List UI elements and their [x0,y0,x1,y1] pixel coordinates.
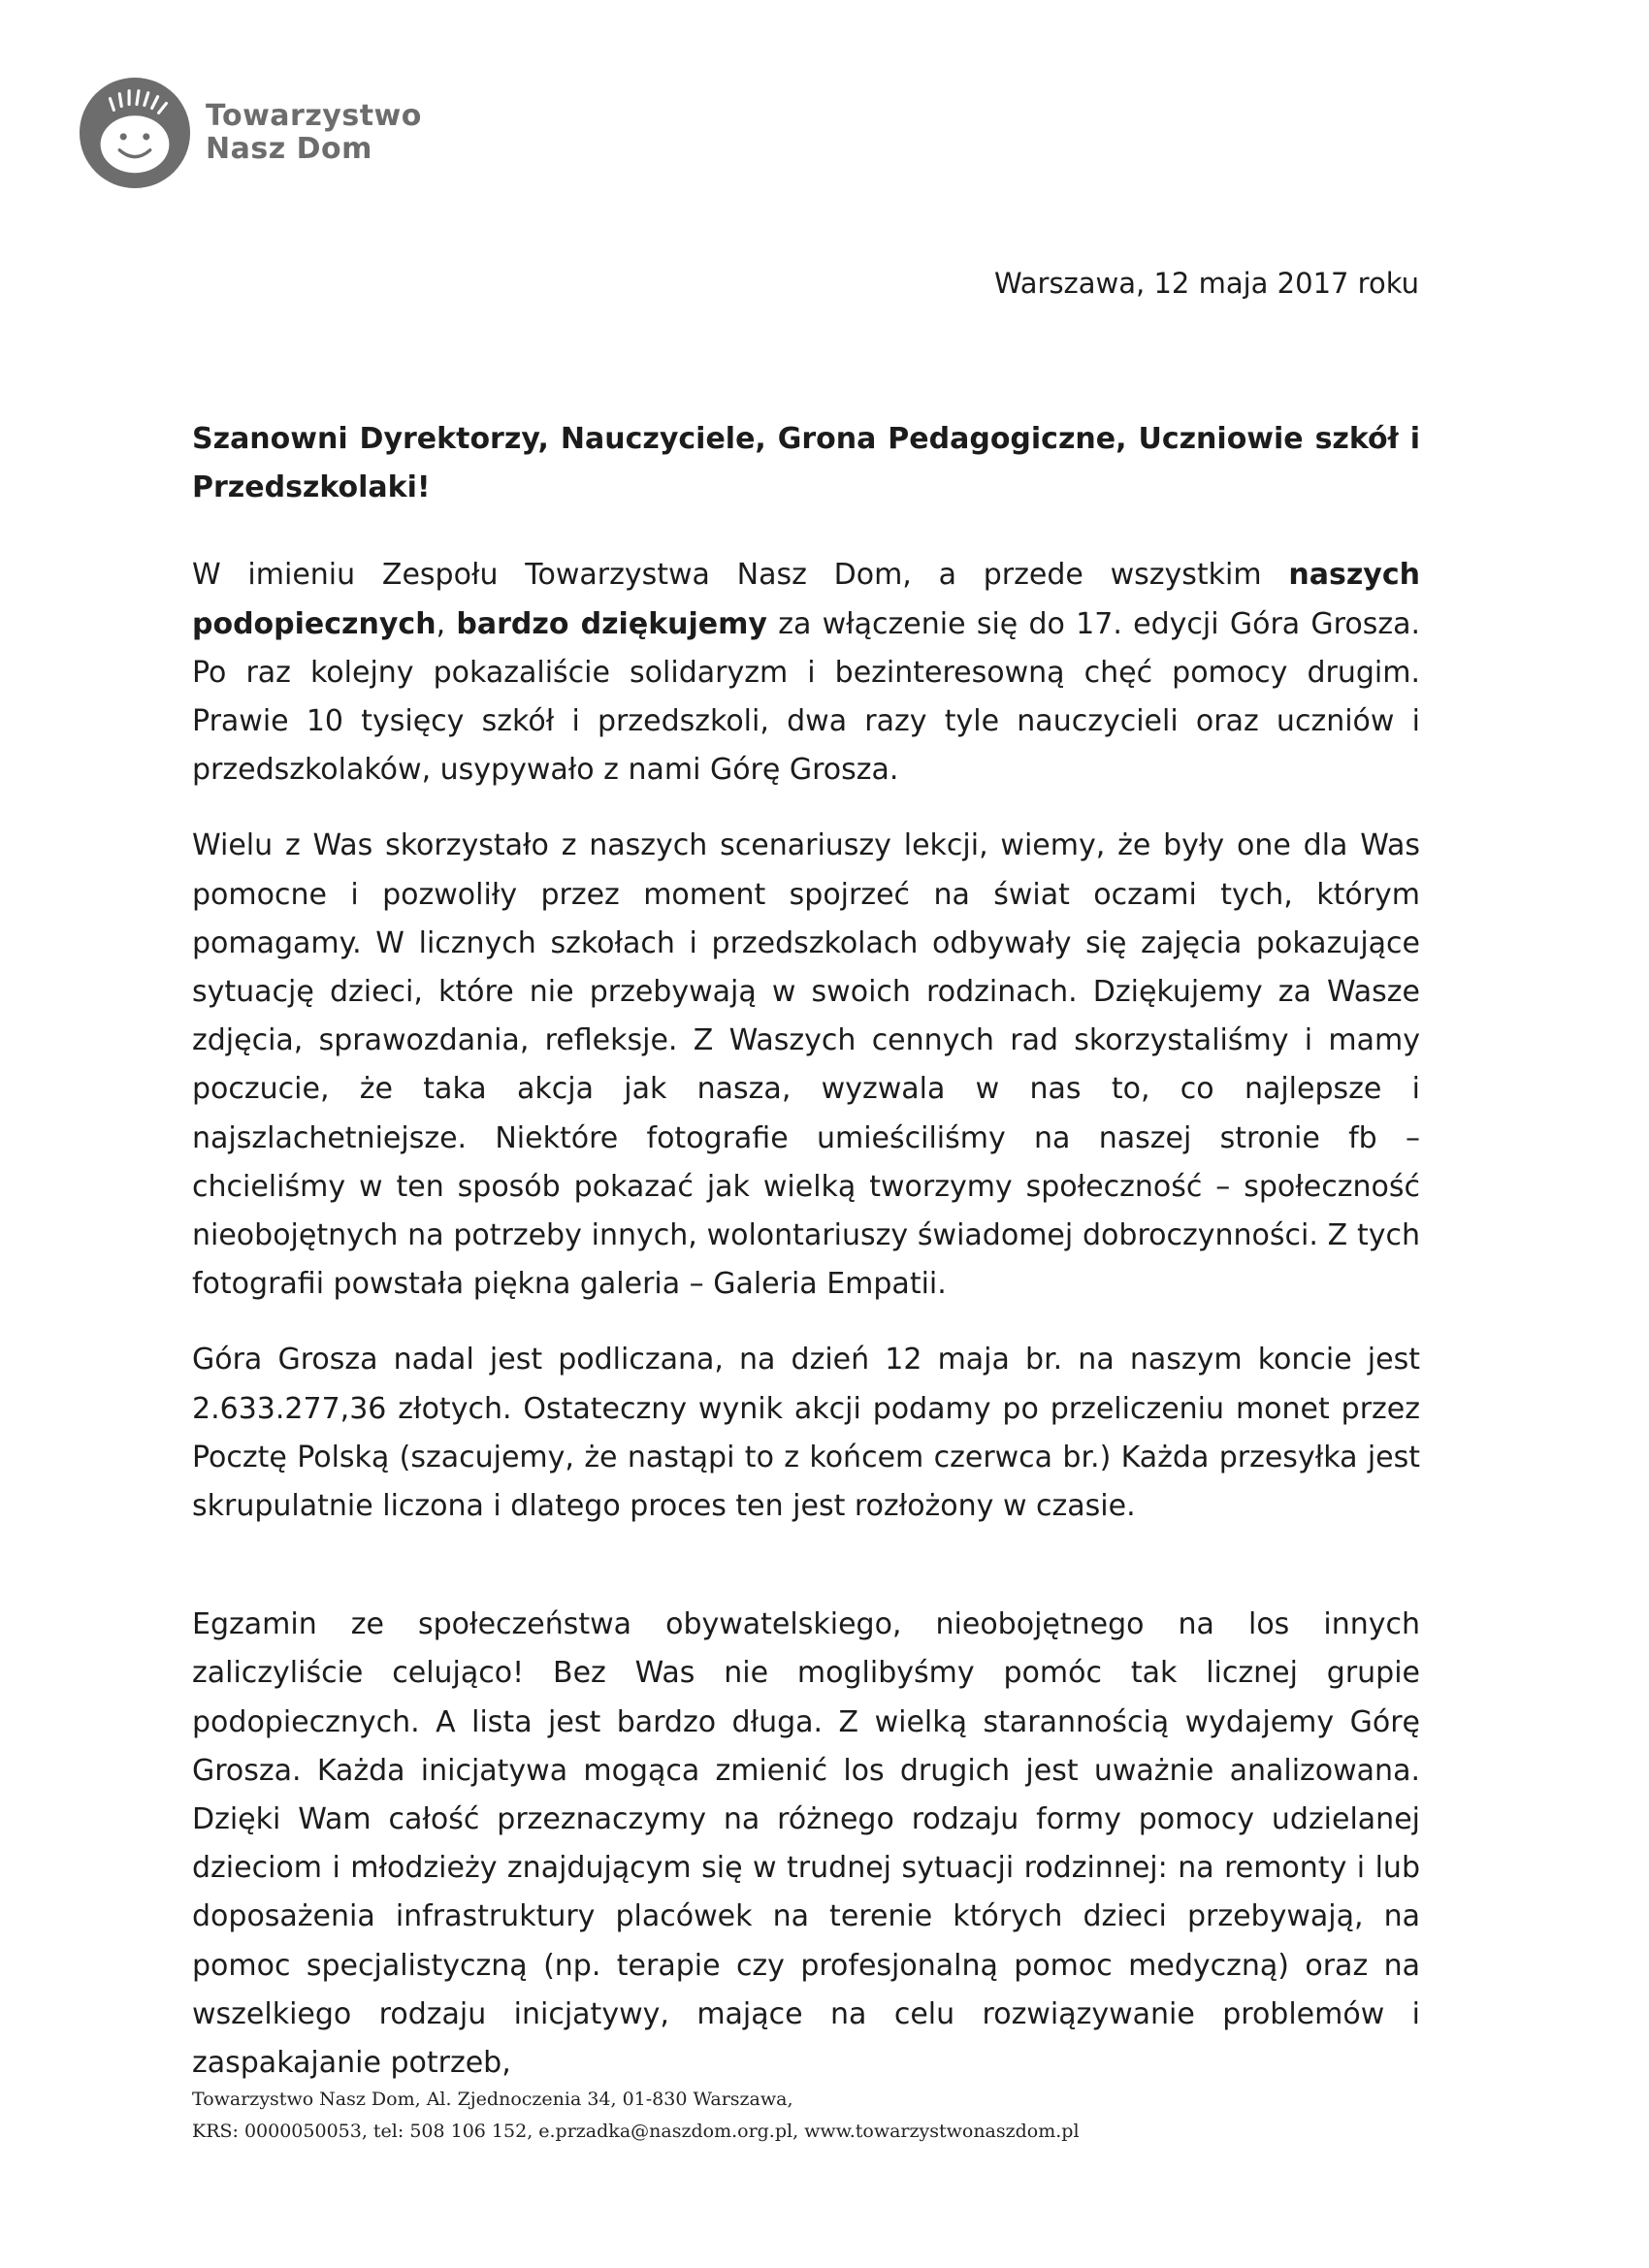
paragraph-1-bold-a: naszych podopiecznych [192,558,1420,641]
logo-wordmark [206,100,422,166]
footer-contact: KRS: 0000050053, tel: 508 106 152, e.przadka@naszdom.org.pl, www.towarzystwonaszdom.pl [192,2121,1080,2142]
paragraph-4: Egzamin ze społeczeństwa obywatelskiego, nieobojętnego na los innych zaliczyliście celująco! Bez Was nie moglibyśmy pomóc tak licznej grupie podopiecznych. A lista jest bardzo długa. Z wielką starannością wydajemy Górę Grosza. Każda inicjatywa mogąca zmienić los drugich jest uważnie analizowana. Dzięki Wam całość przeznaczymy na różnego rodzaju formy pomocy udzielanej dzieciom i młodzieży znajdującym się w trudnej sytuacji rodzinnej: na remonty i lub doposażenia infrastruktury placówek na terenie których dzieci przebywają, na pomoc specjalistyczną (np. terapie czy profesjonalną pomoc medyczną) oraz na wszelkiego rodzaju inicjatywy, mające na celu rozwiązywanie problemów i zaspakajanie potrzeb, [192,1607,1420,2081]
paragraph-3: Góra Grosza nadal jest podliczana, na dzień 12 maja br. na naszym koncie jest 2.633.277,36 złotych. Ostateczny wynik akcji podamy po przeliczeniu monet przez Pocztę Polską (szacujemy, że nastąpi to z końcem czerwca br.) Każda przesyłka jest skrupulatnie liczona i dlatego proces ten jest rozłożony w czasie. [192,1343,1420,1524]
paragraph-1-text-a: W imieniu Zespołu Towarzystwa Nasz Dom, a przede wszystkim [192,558,1289,593]
footer-address: Towarzystwo Nasz Dom, Al. Zjednoczenia 34, 01-830 Warszawa, [192,2089,793,2110]
paragraph-1-text-b: , [436,606,457,641]
paragraph-2: Wielu z Was skorzystało z naszych scenariuszy lekcji, wiemy, że były one dla Was pomocne i pozwoliły przez moment spojrzeć na świat oczami tych, którym pomagamy. W licznych szkołach i przedszkolach odbywały się zajęcia pokazujące sytuację dzieci, które nie przebywają w swoich rodzinach. Dziękujemy za Wasze zdjęcia, sprawozdania, refleksje. Z Waszych cennych rad skorzystaliśmy i mamy poczucie, że taka akcja jak nasza, wyzwala w nas to, co najlepsze i najszlachetniejsze. Niektóre fotografie umieściliśmy na naszej stronie fb – chcieliśmy w ten sposób pokazać jak wielką tworzymy społeczność – społeczność nieobojętnych na potrzeby innych, wolontariuszy świadomej dobroczynności. Z tych fotografii powstała piękna galeria – Galeria Empatii. [192,828,1420,1302]
smiley-face-icon [78,76,192,190]
logo-line-1: Towarzystwo [206,99,422,133]
letter-date: Warszawa, 12 maja 2017 roku [993,267,1419,300]
letter-body [192,415,1420,2115]
letter-footer [192,2084,1080,2148]
paragraph-1 [192,551,1420,794]
paragraph-1-bold-b: bardzo dziękujemy [456,606,767,641]
logo-line-2: Nasz Dom [206,132,372,166]
paragraph-1-text-c: za włączenie się do 17. edycji Góra Grosza. Po raz kolejny pokazaliście solidaryzm i bezinteresowną chęć pomocy drugim. Prawie 10 tysięcy szkół i przedszkoli, dwa razy tyle nauczycieli oraz uczniów i przedszkolaków, usypywało z nami Górę Grosza. [192,606,1420,788]
organization-logo [78,76,422,190]
salutation: Szanowni Dyrektorzy, Nauczyciele, Grona Pedagogiczne, Uczniowie szkół i Przedszkolaki! [192,422,1420,505]
